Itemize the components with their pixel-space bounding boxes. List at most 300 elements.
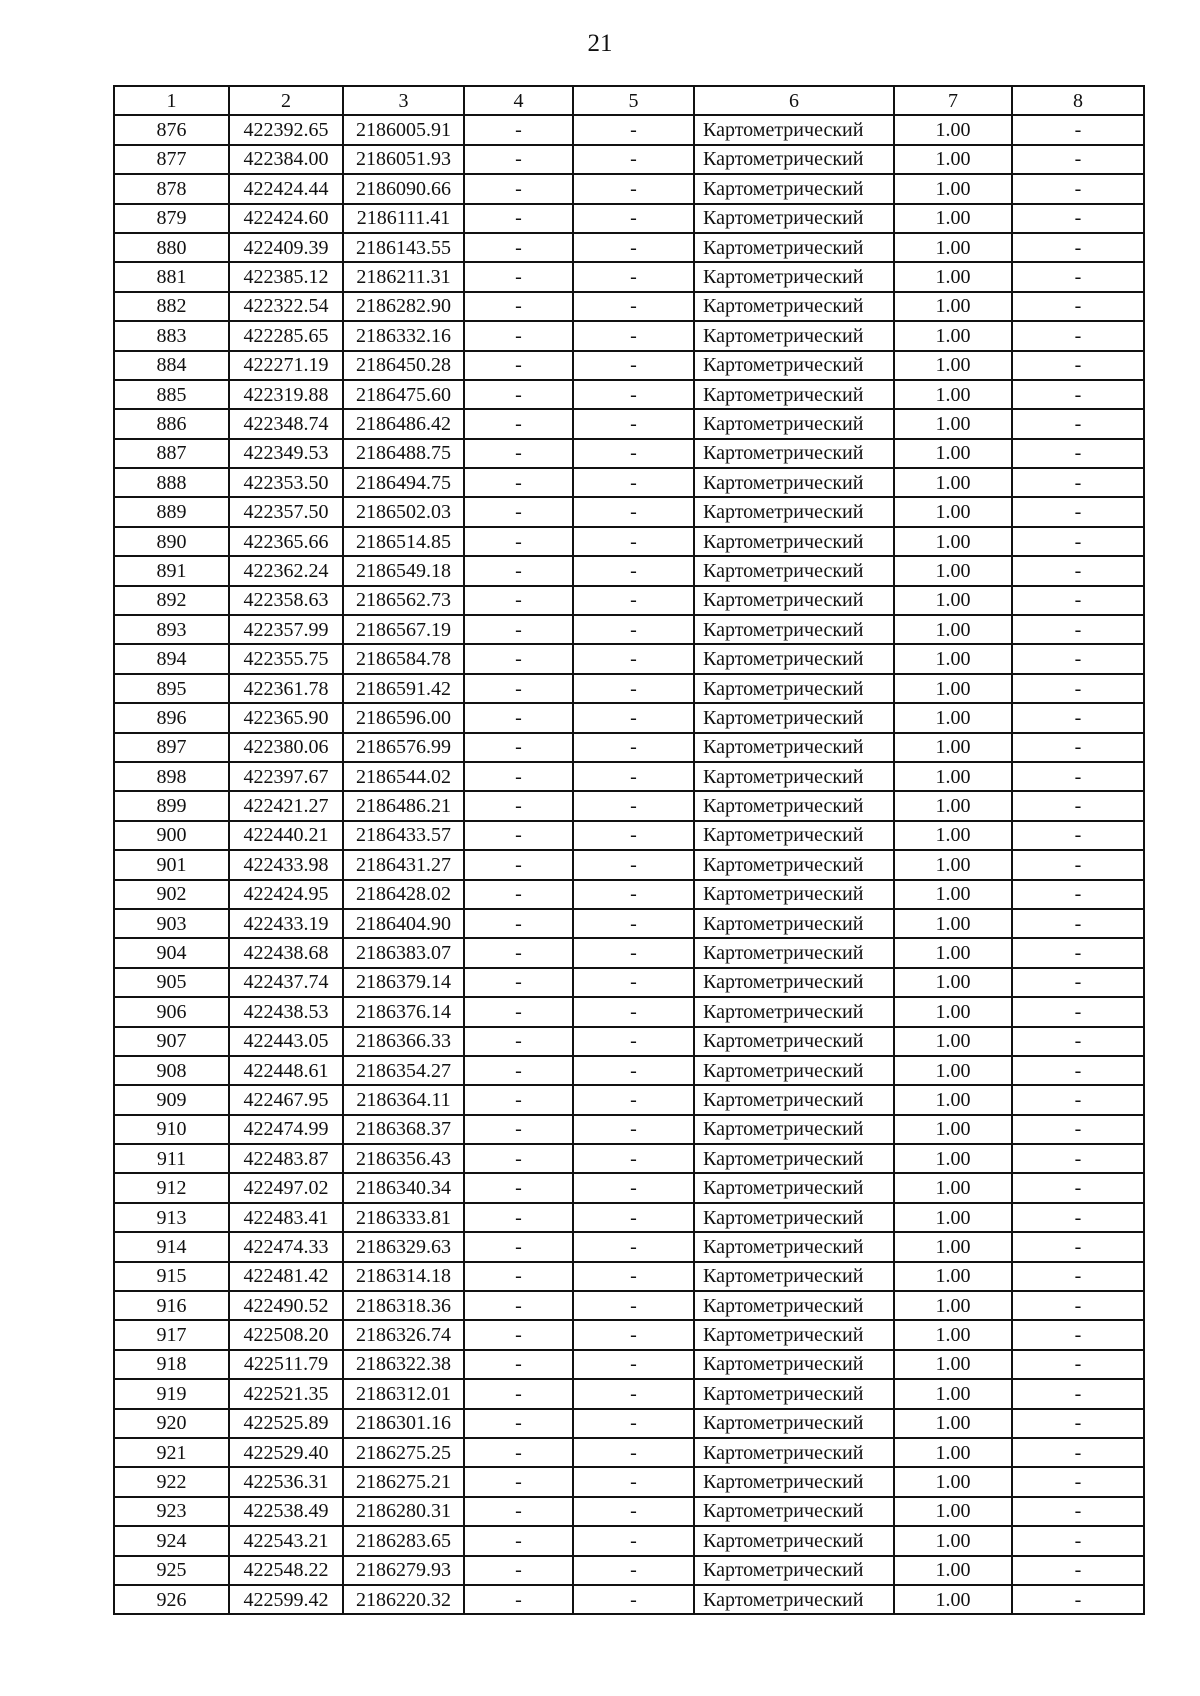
x-coordinate-cell: 422365.90 [229,703,343,732]
table-row [114,850,1144,879]
col8-cell: - [1012,997,1144,1026]
method-cell: Картометрический [694,968,894,997]
method-cell: Картометрический [694,145,894,174]
accuracy-cell: 1.00 [894,115,1012,144]
method-cell: Картометрический [694,1467,894,1496]
point-number-cell: 880 [114,233,229,262]
point-number-cell: 921 [114,1438,229,1467]
col8-cell: - [1012,586,1144,615]
x-coordinate-cell: 422543.21 [229,1526,343,1555]
x-coordinate-cell: 422525.89 [229,1409,343,1438]
table-row [114,733,1144,762]
table-row [114,1497,1144,1526]
col8-cell: - [1012,1027,1144,1056]
method-cell: Картометрический [694,1115,894,1144]
col5-cell: - [573,174,694,203]
col5-cell: - [573,1291,694,1320]
table-row [114,204,1144,233]
col4-cell: - [464,145,573,174]
method-cell: Картометрический [694,1320,894,1349]
y-coordinate-cell: 2186584.78 [343,644,464,673]
col4-cell: - [464,262,573,291]
table-row [114,115,1144,144]
col4-cell: - [464,703,573,732]
point-number-cell: 924 [114,1526,229,1555]
col8-cell: - [1012,262,1144,291]
col4-cell: - [464,1027,573,1056]
y-coordinate-cell: 2186326.74 [343,1320,464,1349]
col5-cell: - [573,586,694,615]
point-number-cell: 882 [114,292,229,321]
accuracy-cell: 1.00 [894,1173,1012,1202]
col5-cell: - [573,527,694,556]
table-row [114,527,1144,556]
col5-cell: - [573,1585,694,1614]
table-row [114,880,1144,909]
x-coordinate-cell: 422355.75 [229,644,343,673]
point-number-cell: 910 [114,1115,229,1144]
col4-cell: - [464,1056,573,1085]
col4-cell: - [464,351,573,380]
method-cell: Картометрический [694,733,894,762]
col4-cell: - [464,1144,573,1173]
x-coordinate-cell: 422536.31 [229,1467,343,1496]
x-coordinate-cell: 422392.65 [229,115,343,144]
col8-cell: - [1012,380,1144,409]
method-cell: Картометрический [694,380,894,409]
col5-cell: - [573,1262,694,1291]
x-coordinate-cell: 422319.88 [229,380,343,409]
y-coordinate-cell: 2186332.16 [343,321,464,350]
col4-cell: - [464,791,573,820]
y-coordinate-cell: 2186433.57 [343,821,464,850]
point-number-cell: 922 [114,1467,229,1496]
col8-cell: - [1012,615,1144,644]
y-coordinate-cell: 2186514.85 [343,527,464,556]
col5-cell: - [573,1526,694,1555]
x-coordinate-cell: 422424.60 [229,204,343,233]
col4-cell: - [464,615,573,644]
x-coordinate-cell: 422483.87 [229,1144,343,1173]
accuracy-cell: 1.00 [894,527,1012,556]
point-number-cell: 890 [114,527,229,556]
col8-cell: - [1012,1497,1144,1526]
x-coordinate-cell: 422437.74 [229,968,343,997]
point-number-cell: 918 [114,1350,229,1379]
point-number-cell: 908 [114,1056,229,1085]
method-cell: Картометрический [694,1438,894,1467]
method-cell: Картометрический [694,262,894,291]
method-cell: Картометрический [694,468,894,497]
table-row [114,556,1144,585]
col5-cell: - [573,733,694,762]
point-number-cell: 878 [114,174,229,203]
accuracy-cell: 1.00 [894,1585,1012,1614]
accuracy-cell: 1.00 [894,1203,1012,1232]
x-coordinate-cell: 422448.61 [229,1056,343,1085]
col8-cell: - [1012,321,1144,350]
col8-cell: - [1012,409,1144,438]
table-row [114,1467,1144,1496]
page-number: 21 [587,30,613,57]
method-cell: Картометрический [694,1379,894,1408]
col4-cell: - [464,997,573,1026]
column-header-6: 6 [694,86,894,115]
point-number-cell: 884 [114,351,229,380]
table-row [114,1115,1144,1144]
accuracy-cell: 1.00 [894,439,1012,468]
point-number-cell: 919 [114,1379,229,1408]
table-row [114,1409,1144,1438]
column-header-4: 4 [464,86,573,115]
y-coordinate-cell: 2186576.99 [343,733,464,762]
col8-cell: - [1012,1585,1144,1614]
accuracy-cell: 1.00 [894,615,1012,644]
col4-cell: - [464,821,573,850]
col8-cell: - [1012,174,1144,203]
x-coordinate-cell: 422438.68 [229,938,343,967]
col5-cell: - [573,1497,694,1526]
x-coordinate-cell: 422490.52 [229,1291,343,1320]
y-coordinate-cell: 2186562.73 [343,586,464,615]
table-row [114,1350,1144,1379]
accuracy-cell: 1.00 [894,909,1012,938]
accuracy-cell: 1.00 [894,1409,1012,1438]
col4-cell: - [464,497,573,526]
point-number-cell: 916 [114,1291,229,1320]
y-coordinate-cell: 2186051.93 [343,145,464,174]
x-coordinate-cell: 422474.33 [229,1232,343,1261]
accuracy-cell: 1.00 [894,733,1012,762]
point-number-cell: 913 [114,1203,229,1232]
y-coordinate-cell: 2186494.75 [343,468,464,497]
accuracy-cell: 1.00 [894,145,1012,174]
accuracy-cell: 1.00 [894,1350,1012,1379]
col5-cell: - [573,468,694,497]
method-cell: Картометрический [694,1291,894,1320]
col4-cell: - [464,968,573,997]
method-cell: Картометрический [694,1497,894,1526]
y-coordinate-cell: 2186301.16 [343,1409,464,1438]
col4-cell: - [464,380,573,409]
x-coordinate-cell: 422380.06 [229,733,343,762]
point-number-cell: 911 [114,1144,229,1173]
accuracy-cell: 1.00 [894,556,1012,585]
method-cell: Картометрический [694,1173,894,1202]
method-cell: Картометрический [694,1027,894,1056]
y-coordinate-cell: 2186111.41 [343,204,464,233]
table-row [114,674,1144,703]
point-number-cell: 900 [114,821,229,850]
col4-cell: - [464,1379,573,1408]
col8-cell: - [1012,1438,1144,1467]
col5-cell: - [573,1115,694,1144]
accuracy-cell: 1.00 [894,1526,1012,1555]
col8-cell: - [1012,145,1144,174]
col4-cell: - [464,1409,573,1438]
y-coordinate-cell: 2186143.55 [343,233,464,262]
accuracy-cell: 1.00 [894,262,1012,291]
point-number-cell: 898 [114,762,229,791]
y-coordinate-cell: 2186549.18 [343,556,464,585]
x-coordinate-cell: 422433.98 [229,850,343,879]
col5-cell: - [573,1085,694,1114]
col8-cell: - [1012,733,1144,762]
y-coordinate-cell: 2186279.93 [343,1556,464,1585]
col4-cell: - [464,204,573,233]
accuracy-cell: 1.00 [894,497,1012,526]
col5-cell: - [573,115,694,144]
accuracy-cell: 1.00 [894,997,1012,1026]
table-row [114,1203,1144,1232]
table-row [114,321,1144,350]
method-cell: Картометрический [694,1556,894,1585]
y-coordinate-cell: 2186379.14 [343,968,464,997]
col8-cell: - [1012,674,1144,703]
table-row [114,997,1144,1026]
col4-cell: - [464,644,573,673]
point-number-cell: 899 [114,791,229,820]
x-coordinate-cell: 422438.53 [229,997,343,1026]
x-coordinate-cell: 422424.95 [229,880,343,909]
method-cell: Картометрический [694,762,894,791]
col5-cell: - [573,439,694,468]
col4-cell: - [464,1350,573,1379]
col5-cell: - [573,674,694,703]
method-cell: Картометрический [694,204,894,233]
table-row [114,1291,1144,1320]
table-row [114,791,1144,820]
col8-cell: - [1012,1350,1144,1379]
point-number-cell: 897 [114,733,229,762]
col8-cell: - [1012,968,1144,997]
accuracy-cell: 1.00 [894,380,1012,409]
col4-cell: - [464,1203,573,1232]
col8-cell: - [1012,1115,1144,1144]
col5-cell: - [573,1144,694,1173]
x-coordinate-cell: 422483.41 [229,1203,343,1232]
table-row [114,762,1144,791]
y-coordinate-cell: 2186318.36 [343,1291,464,1320]
table-row [114,1173,1144,1202]
col4-cell: - [464,938,573,967]
col8-cell: - [1012,1379,1144,1408]
col8-cell: - [1012,1144,1144,1173]
point-number-cell: 915 [114,1262,229,1291]
point-number-cell: 905 [114,968,229,997]
y-coordinate-cell: 2186383.07 [343,938,464,967]
table-row [114,1262,1144,1291]
y-coordinate-cell: 2186283.65 [343,1526,464,1555]
col8-cell: - [1012,1203,1144,1232]
y-coordinate-cell: 2186488.75 [343,439,464,468]
table-row [114,615,1144,644]
y-coordinate-cell: 2186329.63 [343,1232,464,1261]
col5-cell: - [573,321,694,350]
column-header-1: 1 [114,86,229,115]
y-coordinate-cell: 2186475.60 [343,380,464,409]
col5-cell: - [573,145,694,174]
accuracy-cell: 1.00 [894,1438,1012,1467]
col8-cell: - [1012,351,1144,380]
method-cell: Картометрический [694,409,894,438]
y-coordinate-cell: 2186282.90 [343,292,464,321]
col8-cell: - [1012,909,1144,938]
col4-cell: - [464,1173,573,1202]
point-number-cell: 909 [114,1085,229,1114]
x-coordinate-cell: 422443.05 [229,1027,343,1056]
x-coordinate-cell: 422433.19 [229,909,343,938]
point-number-cell: 902 [114,880,229,909]
point-number-cell: 896 [114,703,229,732]
table-row [114,821,1144,850]
col4-cell: - [464,1526,573,1555]
col5-cell: - [573,497,694,526]
col8-cell: - [1012,292,1144,321]
col5-cell: - [573,1438,694,1467]
point-number-cell: 923 [114,1497,229,1526]
table-row [114,1585,1144,1614]
x-coordinate-cell: 422440.21 [229,821,343,850]
col5-cell: - [573,409,694,438]
method-cell: Картометрический [694,497,894,526]
col4-cell: - [464,880,573,909]
col4-cell: - [464,527,573,556]
coordinates-table [113,85,1145,1615]
method-cell: Картометрический [694,174,894,203]
accuracy-cell: 1.00 [894,292,1012,321]
col8-cell: - [1012,1526,1144,1555]
col5-cell: - [573,703,694,732]
col8-cell: - [1012,1409,1144,1438]
table-row [114,174,1144,203]
col8-cell: - [1012,644,1144,673]
y-coordinate-cell: 2186312.01 [343,1379,464,1408]
method-cell: Картометрический [694,644,894,673]
col8-cell: - [1012,938,1144,967]
x-coordinate-cell: 422357.50 [229,497,343,526]
y-coordinate-cell: 2186368.37 [343,1115,464,1144]
table-row [114,380,1144,409]
y-coordinate-cell: 2186596.00 [343,703,464,732]
accuracy-cell: 1.00 [894,850,1012,879]
x-coordinate-cell: 422521.35 [229,1379,343,1408]
method-cell: Картометрический [694,1203,894,1232]
col5-cell: - [573,1379,694,1408]
accuracy-cell: 1.00 [894,468,1012,497]
method-cell: Картометрический [694,439,894,468]
accuracy-cell: 1.00 [894,703,1012,732]
accuracy-cell: 1.00 [894,1144,1012,1173]
accuracy-cell: 1.00 [894,644,1012,673]
col5-cell: - [573,909,694,938]
y-coordinate-cell: 2186428.02 [343,880,464,909]
col4-cell: - [464,674,573,703]
y-coordinate-cell: 2186220.32 [343,1585,464,1614]
table-row [114,351,1144,380]
x-coordinate-cell: 422348.74 [229,409,343,438]
col8-cell: - [1012,880,1144,909]
point-number-cell: 917 [114,1320,229,1349]
method-cell: Картометрический [694,1350,894,1379]
point-number-cell: 907 [114,1027,229,1056]
col4-cell: - [464,1320,573,1349]
method-cell: Картометрический [694,703,894,732]
x-coordinate-cell: 422599.42 [229,1585,343,1614]
point-number-cell: 894 [114,644,229,673]
accuracy-cell: 1.00 [894,880,1012,909]
accuracy-cell: 1.00 [894,174,1012,203]
method-cell: Картометрический [694,321,894,350]
method-cell: Картометрический [694,880,894,909]
col5-cell: - [573,351,694,380]
col8-cell: - [1012,850,1144,879]
accuracy-cell: 1.00 [894,321,1012,350]
accuracy-cell: 1.00 [894,1320,1012,1349]
col5-cell: - [573,556,694,585]
table-row [114,938,1144,967]
col4-cell: - [464,292,573,321]
accuracy-cell: 1.00 [894,1262,1012,1291]
point-number-cell: 920 [114,1409,229,1438]
table-row [114,1232,1144,1261]
col8-cell: - [1012,1085,1144,1114]
col5-cell: - [573,821,694,850]
method-cell: Картометрический [694,527,894,556]
method-cell: Картометрический [694,351,894,380]
column-header-7: 7 [894,86,1012,115]
method-cell: Картометрический [694,1262,894,1291]
x-coordinate-cell: 422358.63 [229,586,343,615]
y-coordinate-cell: 2186340.34 [343,1173,464,1202]
col5-cell: - [573,204,694,233]
accuracy-cell: 1.00 [894,1556,1012,1585]
table-row [114,1056,1144,1085]
col4-cell: - [464,1467,573,1496]
accuracy-cell: 1.00 [894,1232,1012,1261]
method-cell: Картометрический [694,233,894,262]
col5-cell: - [573,850,694,879]
col8-cell: - [1012,1173,1144,1202]
accuracy-cell: 1.00 [894,674,1012,703]
col4-cell: - [464,174,573,203]
col8-cell: - [1012,233,1144,262]
col4-cell: - [464,1497,573,1526]
y-coordinate-cell: 2186356.43 [343,1144,464,1173]
col4-cell: - [464,409,573,438]
accuracy-cell: 1.00 [894,204,1012,233]
method-cell: Картометрический [694,1144,894,1173]
y-coordinate-cell: 2186376.14 [343,997,464,1026]
col4-cell: - [464,586,573,615]
col8-cell: - [1012,1262,1144,1291]
accuracy-cell: 1.00 [894,1291,1012,1320]
x-coordinate-cell: 422365.66 [229,527,343,556]
col8-cell: - [1012,556,1144,585]
y-coordinate-cell: 2186450.28 [343,351,464,380]
accuracy-cell: 1.00 [894,1056,1012,1085]
col4-cell: - [464,1585,573,1614]
x-coordinate-cell: 422353.50 [229,468,343,497]
x-coordinate-cell: 422285.65 [229,321,343,350]
col5-cell: - [573,1203,694,1232]
method-cell: Картометрический [694,1085,894,1114]
method-cell: Картометрический [694,1232,894,1261]
col5-cell: - [573,968,694,997]
col8-cell: - [1012,1291,1144,1320]
method-cell: Картометрический [694,615,894,644]
table-row [114,233,1144,262]
